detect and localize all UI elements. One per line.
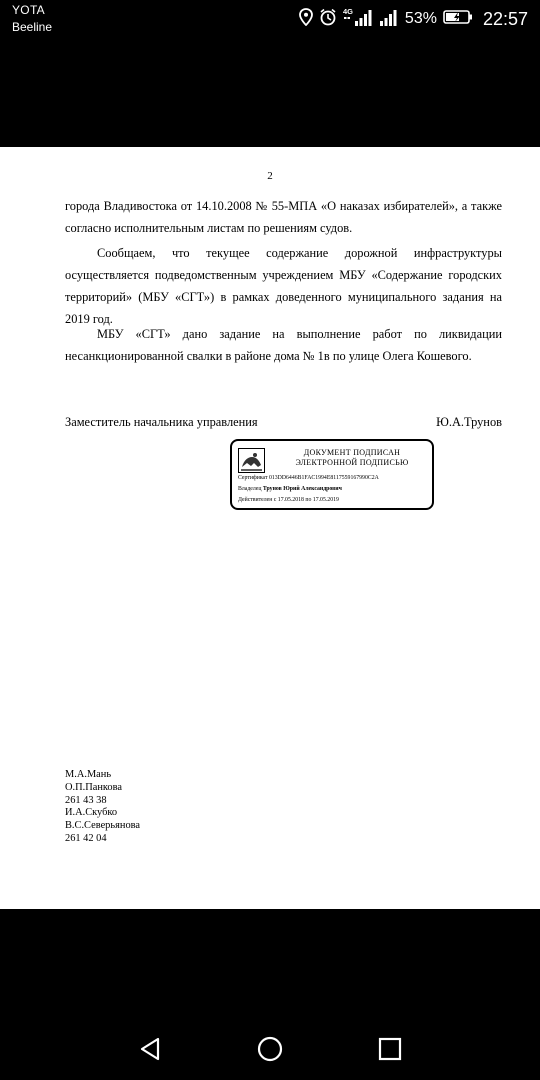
document-page[interactable] (0, 147, 540, 909)
battery-icon (443, 9, 473, 30)
alarm-icon (319, 8, 337, 31)
valid-from: 17.05.2018 (277, 497, 304, 503)
clock: 22:57 (482, 8, 528, 29)
carrier-secondary: Beeline (12, 20, 53, 34)
status-bar (0, 0, 540, 40)
signal-icon (379, 7, 399, 32)
coat-of-arms-icon (238, 448, 265, 473)
contact-line: М.А.Мань (65, 769, 112, 780)
battery-percent: 53% (404, 10, 437, 27)
contacts-block (65, 769, 140, 846)
valid-to-label: по (305, 497, 312, 503)
contact-line: В.С.Северьянова (65, 820, 141, 832)
contact-line: 261 43 38 (65, 794, 107, 806)
signatory-name: Ю.А.Трунов (436, 415, 502, 429)
stamp-owner (238, 486, 342, 492)
recent-square-icon (375, 1034, 405, 1064)
owner-label: Владелец (238, 486, 262, 492)
back-button[interactable] (136, 1034, 166, 1064)
stamp-validity (238, 497, 339, 503)
network-type-label: 4G (342, 6, 353, 16)
back-triangle-icon (136, 1034, 166, 1064)
electronic-signature-stamp (230, 439, 434, 510)
page-number: 2 (267, 170, 273, 182)
home-circle-icon (255, 1034, 285, 1064)
navigation-bar (0, 1010, 540, 1080)
valid-label: Действителен с (238, 497, 277, 503)
status-icons (299, 8, 528, 30)
certificate-value: 013DD6446B1FAC1994E8117559167990C2A (268, 475, 379, 481)
stamp-subheading: ЭЛЕКТРОННОЙ ПОДПИСЬЮ (295, 458, 409, 467)
signatory-title: Заместитель начальника управления (65, 415, 258, 429)
paragraph-2: Сообщаем, что текущее содержание дорожной инфраструктуры осуществляется подведомственным учреждением МБУ «Содержание городских территорий» (МБУ «СГТ») в рамках доведенного муниципального задания на 2019 год. (65, 246, 502, 326)
owner-value: Трунов Юрий Александрович (262, 486, 342, 492)
stamp-certificate (238, 475, 379, 481)
contact-line: И.А.Скубко (65, 807, 118, 819)
contact-line: О.П.Панкова (65, 781, 122, 793)
paragraph-1: города Владивостока от 14.10.2008 № 55-МПА «О наказах избирателей», а также согласно исполнительным листам по решениям судов. (65, 199, 502, 235)
valid-to: 17.05.2019 (312, 497, 339, 503)
home-button[interactable] (255, 1034, 285, 1064)
location-icon (299, 8, 313, 31)
recent-apps-button[interactable] (375, 1034, 405, 1064)
certificate-label: Сертификат (238, 475, 268, 481)
signal-4g-icon (343, 7, 373, 32)
paragraph-3: МБУ «СГТ» дано задание на выполнение работ по ликвидации несанкционированной свалки в районе дома № 1в по улице Олега Кошевого. (65, 327, 502, 363)
carrier-primary: YOTA (12, 3, 45, 17)
stamp-heading: ДОКУМЕНТ ПОДПИСАН (303, 448, 401, 457)
contact-line: 261 42 04 (65, 832, 107, 844)
